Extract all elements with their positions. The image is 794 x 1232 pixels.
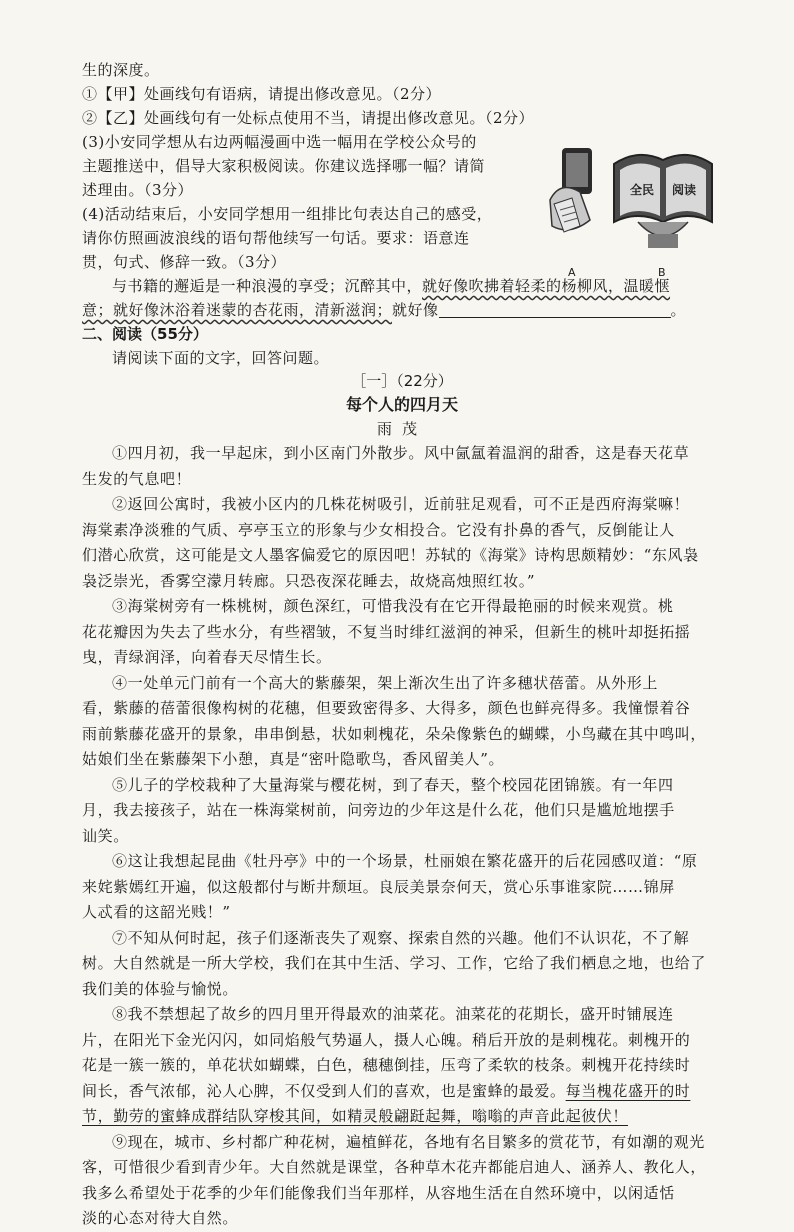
image-label-a: A [568, 266, 576, 279]
paragraph-line [82, 1079, 722, 1105]
question-3-line: 述理由。（3分） [82, 181, 194, 199]
paragraph-line: 花是一簇一簇的，单花状如蝴蝶，白色，穗穗倒挂，压弯了柔软的枝条。刺槐开花持续时 [82, 1056, 691, 1074]
paragraph-text: 间长，香气浓郁，沁人心脾，不仅受到人们的喜欢，也是蜜蜂的最爱。 [82, 1081, 566, 1100]
paragraph-line: 讪笑。 [82, 826, 129, 845]
paragraph-line: 客，可惜很少看到青少年。大自然就是课堂，各种草木花卉都能启迪人、涵养人、教化人， [82, 1158, 707, 1176]
paragraph-line: 袅泛崇光，香雾空濛月转廊。只恐夜深花睡去，故烧高烛照红妆。” [82, 571, 536, 590]
cartoon-a-phone-image [540, 140, 610, 260]
underlined-text: 每当槐花盛开的时 [565, 1081, 691, 1100]
cartoon-b-reading-image [608, 142, 718, 260]
sentence-text: 与书籍的邂逅是一种浪漫的享受；沉醉其中， [112, 277, 423, 295]
paragraph-line [82, 1104, 722, 1130]
image-label-b: B [658, 266, 666, 279]
sentence-end: 。 [670, 301, 687, 319]
paragraph-line: 片，在阳光下金光闪闪，如同焰般气势逼人，摄人心魄。稍后开放的是刺槐花。刺槐开的 [82, 1030, 691, 1049]
section-heading: 二、阅读（55分） [82, 325, 208, 343]
paragraph-line: ⑤儿子的学校栽种了大量海棠与樱花树，到了春天，整个校园花团锦簇。有一年四 [112, 775, 674, 794]
parallel-sentence-line-2 [82, 298, 722, 322]
paragraph-line: 曳，青绿润泽，向着春天尽情生长。 [82, 648, 332, 666]
paragraph-line: 人忒看的这韶光贱！” [82, 903, 231, 921]
article-body [82, 441, 722, 1232]
paragraph-line: 看，紫藤的蓓蕾很像构树的花穗，但要致密得多、大得多，颜色也鲜亮得多。我憧憬着谷 [82, 699, 691, 717]
question-4-line: (4)活动结束后，小安同学想用一组排比句表达自己的感受， [82, 205, 493, 223]
paragraph-line: 姑娘们坐在紫藤架下小憩，真是“密叶隐歌鸟，香风留美人”。 [82, 750, 505, 768]
document-page [82, 58, 722, 1232]
paragraph-line: ⑥这让我想起昆曲《牡丹亭》中的一个场景，杜丽娘在繁花盛开的后花园感叹道：“原 [112, 852, 698, 870]
wavy-underlined-text: 意；就好像沐浴着迷蒙的杏花雨，清新滋润； [82, 301, 393, 319]
paragraph-line: 海棠素净淡雅的气质、亭亭玉立的形象与少女相投合。它没有扑鼻的香气，反倒能让人 [82, 520, 675, 539]
question-3-2: ②【乙】处画线句有一处标点使用不当，请提出修改意见。（2分） [82, 109, 535, 127]
paragraph-line: ⑧我不禁想起了故乡的四月里开得最欢的油菜花。油菜花的花期长，盛开时铺展连 [112, 1005, 674, 1023]
paragraph-line: ④一处单元门前有一个高大的紫藤架，架上渐次生出了许多穗状蓓蕾。从外形上 [112, 673, 659, 692]
cartoon-images [540, 140, 730, 290]
paragraph-line: 来姹紫嫣红开遍，似这般都付与断井颓垣。良辰美景奈何天，赏心乐事谁家院……锦屏 [82, 877, 675, 896]
paragraph-line: 树。大自然就是一所大学校，我们在其中生活、学习、工作，它给了我们栖息之地，也给了 [82, 954, 707, 972]
paragraph-line: ③海棠树旁有一株桃树，颜色深红，可惜我没有在它开得最艳丽的时候来观赏。桃 [112, 597, 674, 615]
paragraph-line: 淡的心态对待大自然。 [82, 1209, 239, 1227]
paragraph-line: 花花瓣因为失去了些水分，有些褶皱，不复当时绯红滋润的神采，但新生的桃叶却挺拓摇 [82, 622, 691, 641]
paragraph-line: ②返回公寓时，我被小区内的几株花树吸引，近前驻足观看，可不正是西府海棠嘛！ [112, 495, 690, 513]
part-heading: ［一］（22分） [351, 372, 453, 390]
paragraph-line: 月，我去接孩子，站在一株海棠树前，问旁边的少年这是什么花，他们只是尴尬地摆手 [82, 801, 675, 819]
question-3-1: ①【甲】处画线句有语病，请提出修改意见。（2分） [82, 85, 442, 103]
question-4-line: 请你仿照画波浪线的语句帮他续写一句话。要求：语意连 [82, 229, 470, 247]
paragraph-line: 雨前紫藤花盛开的景象，串串倒悬，状如刺槐花，朵朵像紫色的蝴蝶，小鸟藏在其中鸣叫， [82, 724, 707, 743]
paragraph-line: ⑦不知从何时起，孩子们逐渐丧失了观察、探索自然的兴趣。他们不认识花，不了解 [112, 928, 690, 947]
paragraph-line: 们潜心欣赏，这可能是文人墨客偏爱它的原因吧！苏轼的《海棠》诗构思颇精妙：“东风袅 [82, 546, 699, 564]
paragraph-line: ⑨现在，城市、乡村都广种花树，遍植鲜花，各地有名目繁多的赏花节，有如潮的观光 [112, 1132, 705, 1151]
wavy-underlined-text: 就好像吹拂着轻柔的杨柳风，温暖惬 [422, 277, 671, 295]
paragraph-line: 我们美的体验与愉悦。 [82, 979, 239, 998]
sentence-text: 就好像 [392, 301, 439, 319]
article-author: 雨茂 [376, 420, 427, 438]
paragraph-line: ①四月初，我一早起床，到小区南门外散步。风中氤氲着温润的甜香，这是春天花草 [112, 444, 690, 462]
question-3-line: (3)小安同学想从右边两幅漫画中选一幅用在学校公众号的 [82, 133, 477, 151]
article-title: 每个人的四月天 [345, 395, 458, 414]
paragraph-line: 生发的气息吧！ [82, 469, 192, 488]
question-4-line: 贯，句式、修辞一致。（3分） [82, 253, 287, 271]
book-word-right: 阅读 [672, 183, 697, 197]
instruction: 请阅读下面的文字，回答问题。 [112, 349, 330, 367]
question-3-line: 主题推送中，倡导大家积极阅读。你建议选择哪一幅？请简 [82, 157, 486, 175]
book-word-left: 全民 [630, 183, 655, 197]
paragraph-line: 我多么希望处于花季的少年们能像我们当年那样，从容地生活在自然环境中，以闲适恬 [82, 1183, 675, 1202]
answer-blank[interactable] [439, 301, 671, 318]
text-line: 生的深度。 [82, 61, 160, 79]
underlined-text: 节，勤劳的蜜蜂成群结队穿梭其间，如精灵般翩跹起舞，嗡嗡的声音此起彼伏！ [82, 1107, 629, 1125]
